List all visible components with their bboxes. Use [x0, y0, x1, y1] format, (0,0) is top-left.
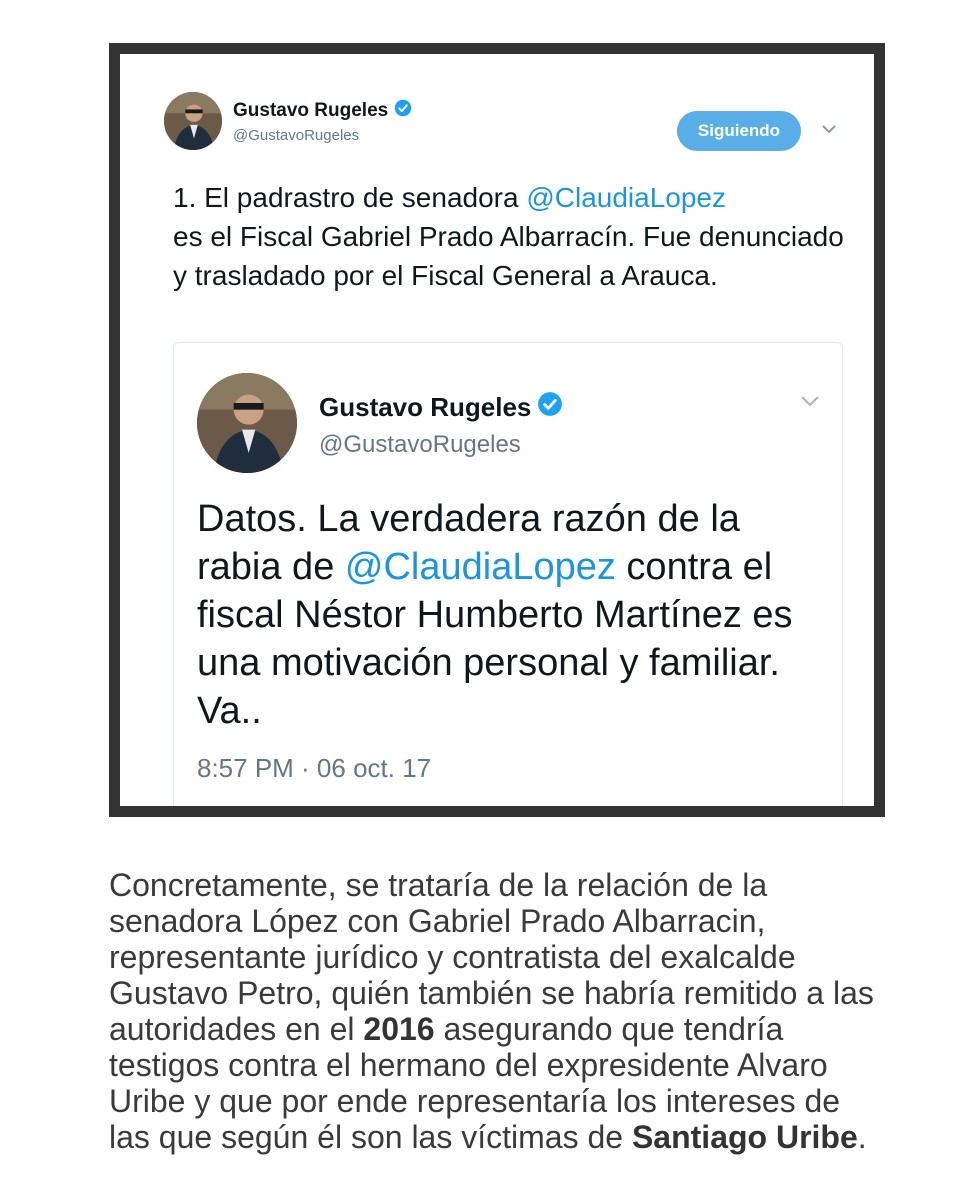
following-button[interactable]: Siguiendo: [677, 111, 801, 151]
quoted-tweet-text: Datos. La verdadera razón de la rabia de @ClaudiaLopez contra el fiscal Néstor Humberto Martínez es una motivación personal y familiar. Va..: [197, 498, 793, 732]
mention-link[interactable]: @ClaudiaLopez: [344, 546, 616, 588]
bold-name: Santiago Uribe: [631, 1119, 858, 1155]
author-handle[interactable]: @GustavoRugeles: [233, 127, 360, 144]
author-name[interactable]: Gustavo Rugeles: [319, 391, 563, 424]
verified-badge-icon: [537, 391, 563, 424]
timestamp[interactable]: 8:57 PM · 06 oct. 17: [197, 753, 432, 783]
avatar[interactable]: [164, 92, 222, 150]
article-paragraph: Concretamente, se trataría de la relación de la senadora López con Gabriel Prado Albarracin, representante jurídico y contratista del exalcalde Gustavo Petro, quién también se habría remitido a las autoridades en el 2016 asegurando que tendría testigos contra el hermano del expresidente Alvaro Uribe y que por ende representaría los intereses de las que según él son las víctimas de Santiago Uribe.: [109, 867, 874, 1155]
tweet-screenshot-frame: [109, 43, 885, 817]
author-handle[interactable]: @GustavoRugeles: [319, 431, 521, 458]
chevron-down-icon[interactable]: [800, 394, 820, 413]
divider: [174, 809, 822, 810]
mention-link[interactable]: @ClaudiaLopez: [526, 182, 727, 213]
tweet-text: 1. El padrastro de senadora @ClaudiaLopez es el Fiscal Gabriel Prado Albarracín. Fue denunciado y trasladado por el Fiscal General a Arauca.: [173, 182, 844, 291]
verified-badge-icon: [394, 99, 412, 123]
author-name[interactable]: Gustavo Rugeles: [233, 99, 412, 123]
quoted-tweet-card[interactable]: [173, 342, 843, 817]
avatar[interactable]: [197, 373, 297, 473]
chevron-down-icon[interactable]: [821, 122, 837, 140]
bold-year: 2016: [363, 1011, 435, 1047]
